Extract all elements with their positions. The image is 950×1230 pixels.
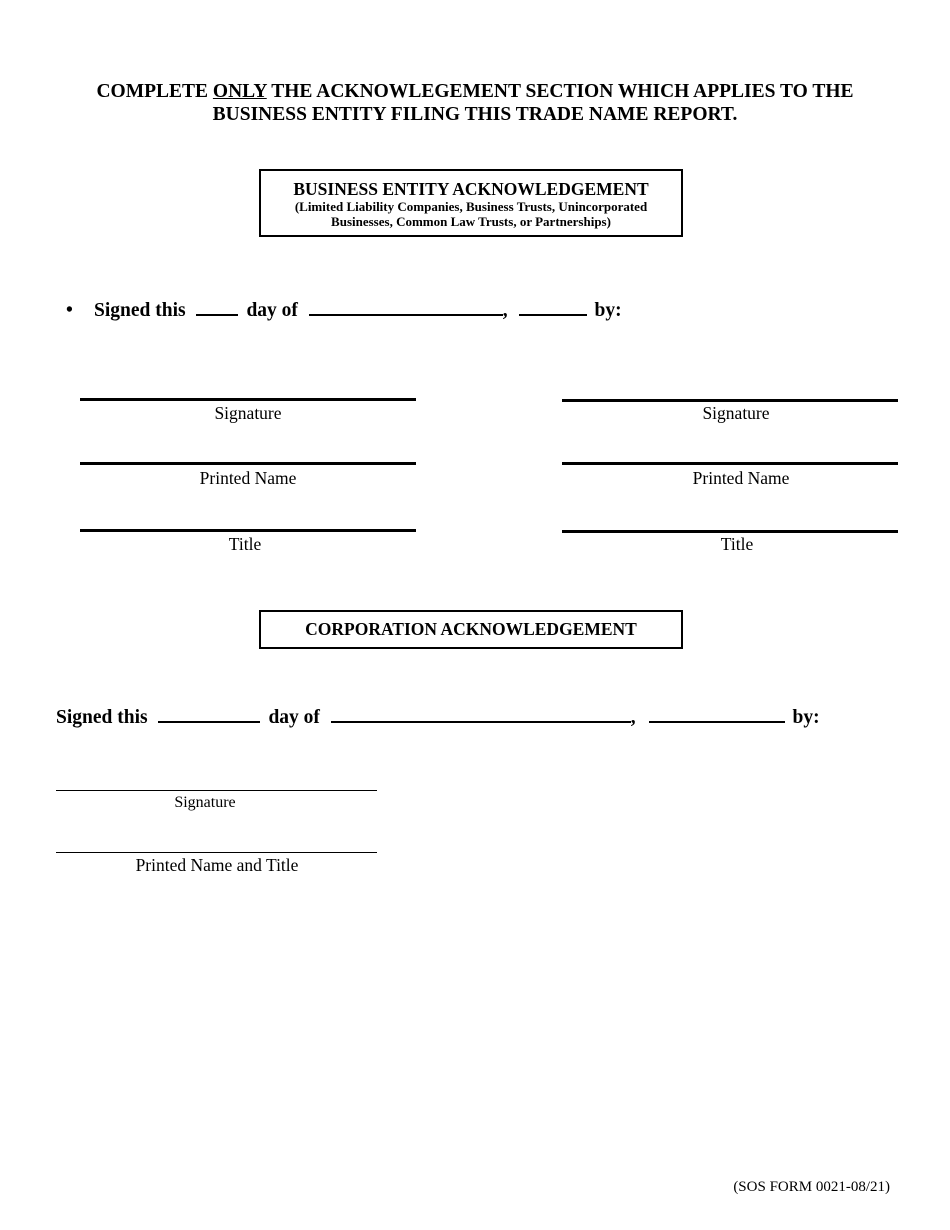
corporation-signature-label: Signature <box>174 794 236 811</box>
right-signature-label: Signature <box>702 403 770 423</box>
instructions-line-2: BUSINESS ENTITY FILING THIS TRADE NAME REPORT. <box>212 104 738 125</box>
left-signature-label: Signature <box>214 403 282 423</box>
only-emphasis: ONLY <box>212 81 267 102</box>
instructions-line-1: COMPLETE ONLY THE ACKNOWLEGEMENT SECTION WHICH APPLIES TO THE <box>96 81 854 102</box>
left-printed-name-line[interactable] <box>80 462 416 465</box>
business-entity-title-box <box>259 169 683 237</box>
corporation-month-blank[interactable] <box>331 703 631 723</box>
corporation-printed-name-title-label: Printed Name and Title <box>135 855 299 875</box>
instructions-heading <box>40 80 910 126</box>
business-signed-line: • Signed this day of , by: <box>66 296 622 324</box>
bullet: • <box>66 300 73 321</box>
business-entity-subtitle-1: (Limited Liability Companies, Business Trusts, Unincorporated <box>294 199 648 214</box>
left-title-label: Title <box>228 534 262 554</box>
business-year-blank[interactable] <box>519 296 587 316</box>
corporation-signed-line: Signed this day of , by: <box>56 703 820 731</box>
corporation-title: CORPORATION ACKNOWLEDGEMENT <box>305 619 637 639</box>
form-id: (SOS FORM 0021-08/21) <box>733 1179 890 1195</box>
right-title-label: Title <box>720 534 754 554</box>
business-day-blank[interactable] <box>196 296 238 316</box>
corporation-printed-name-title-line[interactable] <box>56 852 377 853</box>
business-entity-title: BUSINESS ENTITY ACKNOWLEDGEMENT <box>293 179 649 199</box>
right-printed-name-line[interactable] <box>562 462 898 465</box>
right-printed-name-label: Printed Name <box>692 468 790 488</box>
left-signature-line[interactable] <box>80 398 416 401</box>
business-entity-subtitle-2: Businesses, Common Law Trusts, or Partnerships) <box>331 214 611 229</box>
business-month-blank[interactable] <box>309 296 503 316</box>
corporation-signature-line[interactable] <box>56 790 377 791</box>
left-title-line[interactable] <box>80 529 416 532</box>
corporation-day-blank[interactable] <box>158 703 260 723</box>
corporation-title-box <box>259 610 683 649</box>
corporation-year-blank[interactable] <box>649 703 785 723</box>
left-printed-name-label: Printed Name <box>199 468 297 488</box>
